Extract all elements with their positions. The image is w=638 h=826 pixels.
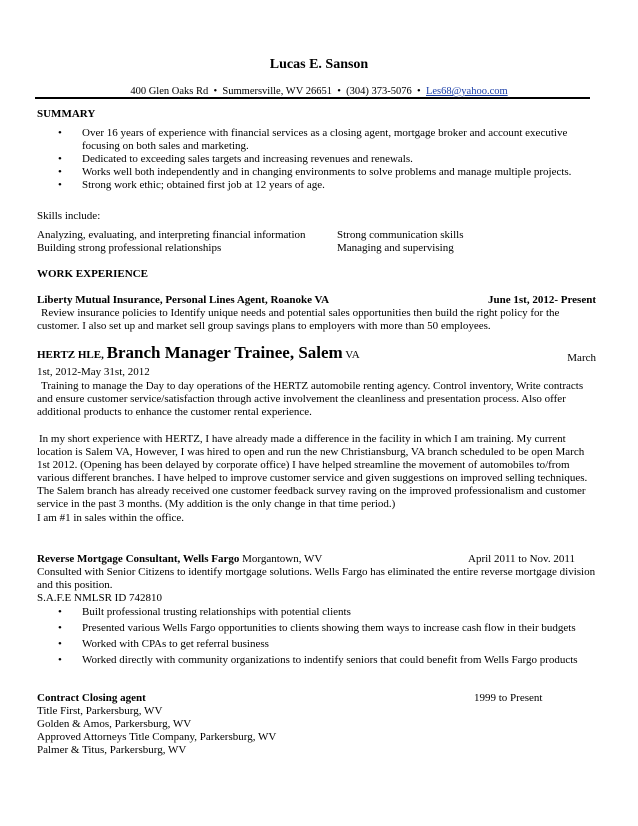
job-date: 1999 to Present: [474, 692, 543, 704]
skill-item: Managing and supervising: [337, 242, 454, 254]
job-heading: Liberty Mutual Insurance, Personal Lines Agent, Roanoke VA: [37, 294, 330, 306]
address: 400 Glen Oaks Rd: [130, 86, 209, 97]
list-item: • Over 16 years of experience with financial services as a closing agent, mortgage broker and account executive focusing on both sales and marketing.: [58, 127, 568, 152]
job-description: In my short experience with HERTZ, I have already made a difference in the facility in which I am training. My current location is Salem VA, However, I was hired to open and run the new Christiansburg, VA branch scheduled to be open March 1st 2012. (Opening has been delayed by corporate office) I have helped streamline the movement of automobiles to/from various different branches. I have helped to improve customer service and given suggestions on improved selling techniques. The Salem branch has already received one customer feedback survey raving on the improved professionalism and customer service in the past 3 months. (My addition is the only change in that time period.): [37, 433, 588, 510]
job-header-wells: [37, 553, 599, 566]
skills-label: Skills include:: [37, 210, 101, 222]
job-date: June 1st, 2012- Present: [488, 294, 596, 306]
skill-item: Strong communication skills: [337, 229, 464, 241]
job-description: I am #1 in sales within the office.: [37, 512, 185, 524]
resume-name: Lucas E. Sanson: [269, 57, 369, 72]
list-item: • Presented various Wells Fargo opportunities to clients showing them ways to increase cash flow in their budgets: [58, 622, 576, 634]
company-name: HERTZ HLE,: [37, 349, 104, 361]
list-item: • Worked with CPAs to get referral business: [58, 638, 269, 650]
employer-line: Title First, Parkersburg, WV: [37, 705, 163, 717]
job-description: Consulted with Senior Citizens to identify mortgage solutions. Wells Fargo has eliminated the entire reverse mortgage division and this position.: [37, 566, 596, 591]
job-role: Branch Manager Trainee, Salem: [106, 343, 343, 362]
job-date-line: 1st, 2012-May 31st, 2012: [37, 366, 150, 378]
separator: •: [213, 86, 218, 97]
nmlsr-id: S.A.F.E NMLSR ID 742810: [37, 592, 163, 604]
job-heading: Contract Closing agent: [37, 692, 146, 704]
work-title: WORK EXPERIENCE: [37, 268, 148, 280]
email-link[interactable]: Les68@yahoo.com: [425, 86, 508, 97]
skill-item: Analyzing, evaluating, and interpreting financial information: [37, 229, 306, 241]
job-header-liberty: [37, 294, 599, 307]
job-location: Morgantown, WV: [242, 553, 323, 565]
list-item: • Works well both independently and in changing environments to solve problems and manage multiple projects.: [58, 166, 572, 178]
job-date: April 2011 to Nov. 2011: [468, 553, 575, 565]
employer-line: Approved Attorneys Title Company, Parkersburg, WV: [37, 731, 277, 743]
separator: •: [337, 86, 341, 97]
phone: (304) 373-5076: [346, 86, 412, 97]
job-state: VA: [345, 349, 360, 361]
city: Summersville, WV 26651: [222, 86, 332, 97]
employer-line: Golden & Amos, Parkersburg, WV: [37, 718, 192, 730]
job-description: Training to manage the Day to day operations of the HERTZ automobile renting agency. Control inventory, Write contracts and ensure customer service/satisfaction through active involvement the cleanliness and presentation process. Also offer additional products to enhance the customer rental experience.: [37, 380, 584, 418]
employer-line: Palmer & Titus, Parkersburg, WV: [37, 744, 187, 756]
separator: •: [417, 86, 421, 97]
list-item: • Dedicated to exceeding sales targets and increasing revenues and renewals.: [58, 153, 413, 165]
job-header-contract: [37, 692, 599, 705]
list-item: • Built professional trusting relationships with potential clients: [58, 606, 351, 618]
summary-title: SUMMARY: [37, 108, 96, 120]
summary-list: [58, 127, 598, 192]
job-date-start: March: [567, 352, 596, 364]
job-heading: Reverse Mortgage Consultant, Wells Fargo: [37, 553, 240, 565]
list-item: • Strong work ethic; obtained first job at 12 years of age.: [58, 179, 325, 191]
header-rule: [35, 97, 590, 99]
skill-item: Building strong professional relationships: [37, 242, 222, 254]
job-description: Review insurance policies to Identify unique needs and potential sales opportunities then build the right policy for the customer. I also set up and market sell group savings plans to employers with more than 50 employees.: [37, 307, 560, 332]
list-item: • Worked directly with community organizations to indentify seniors that could benefit from Wells Fargo products: [58, 654, 578, 666]
wells-list: [58, 606, 603, 667]
job-header-hertz: [37, 343, 599, 364]
